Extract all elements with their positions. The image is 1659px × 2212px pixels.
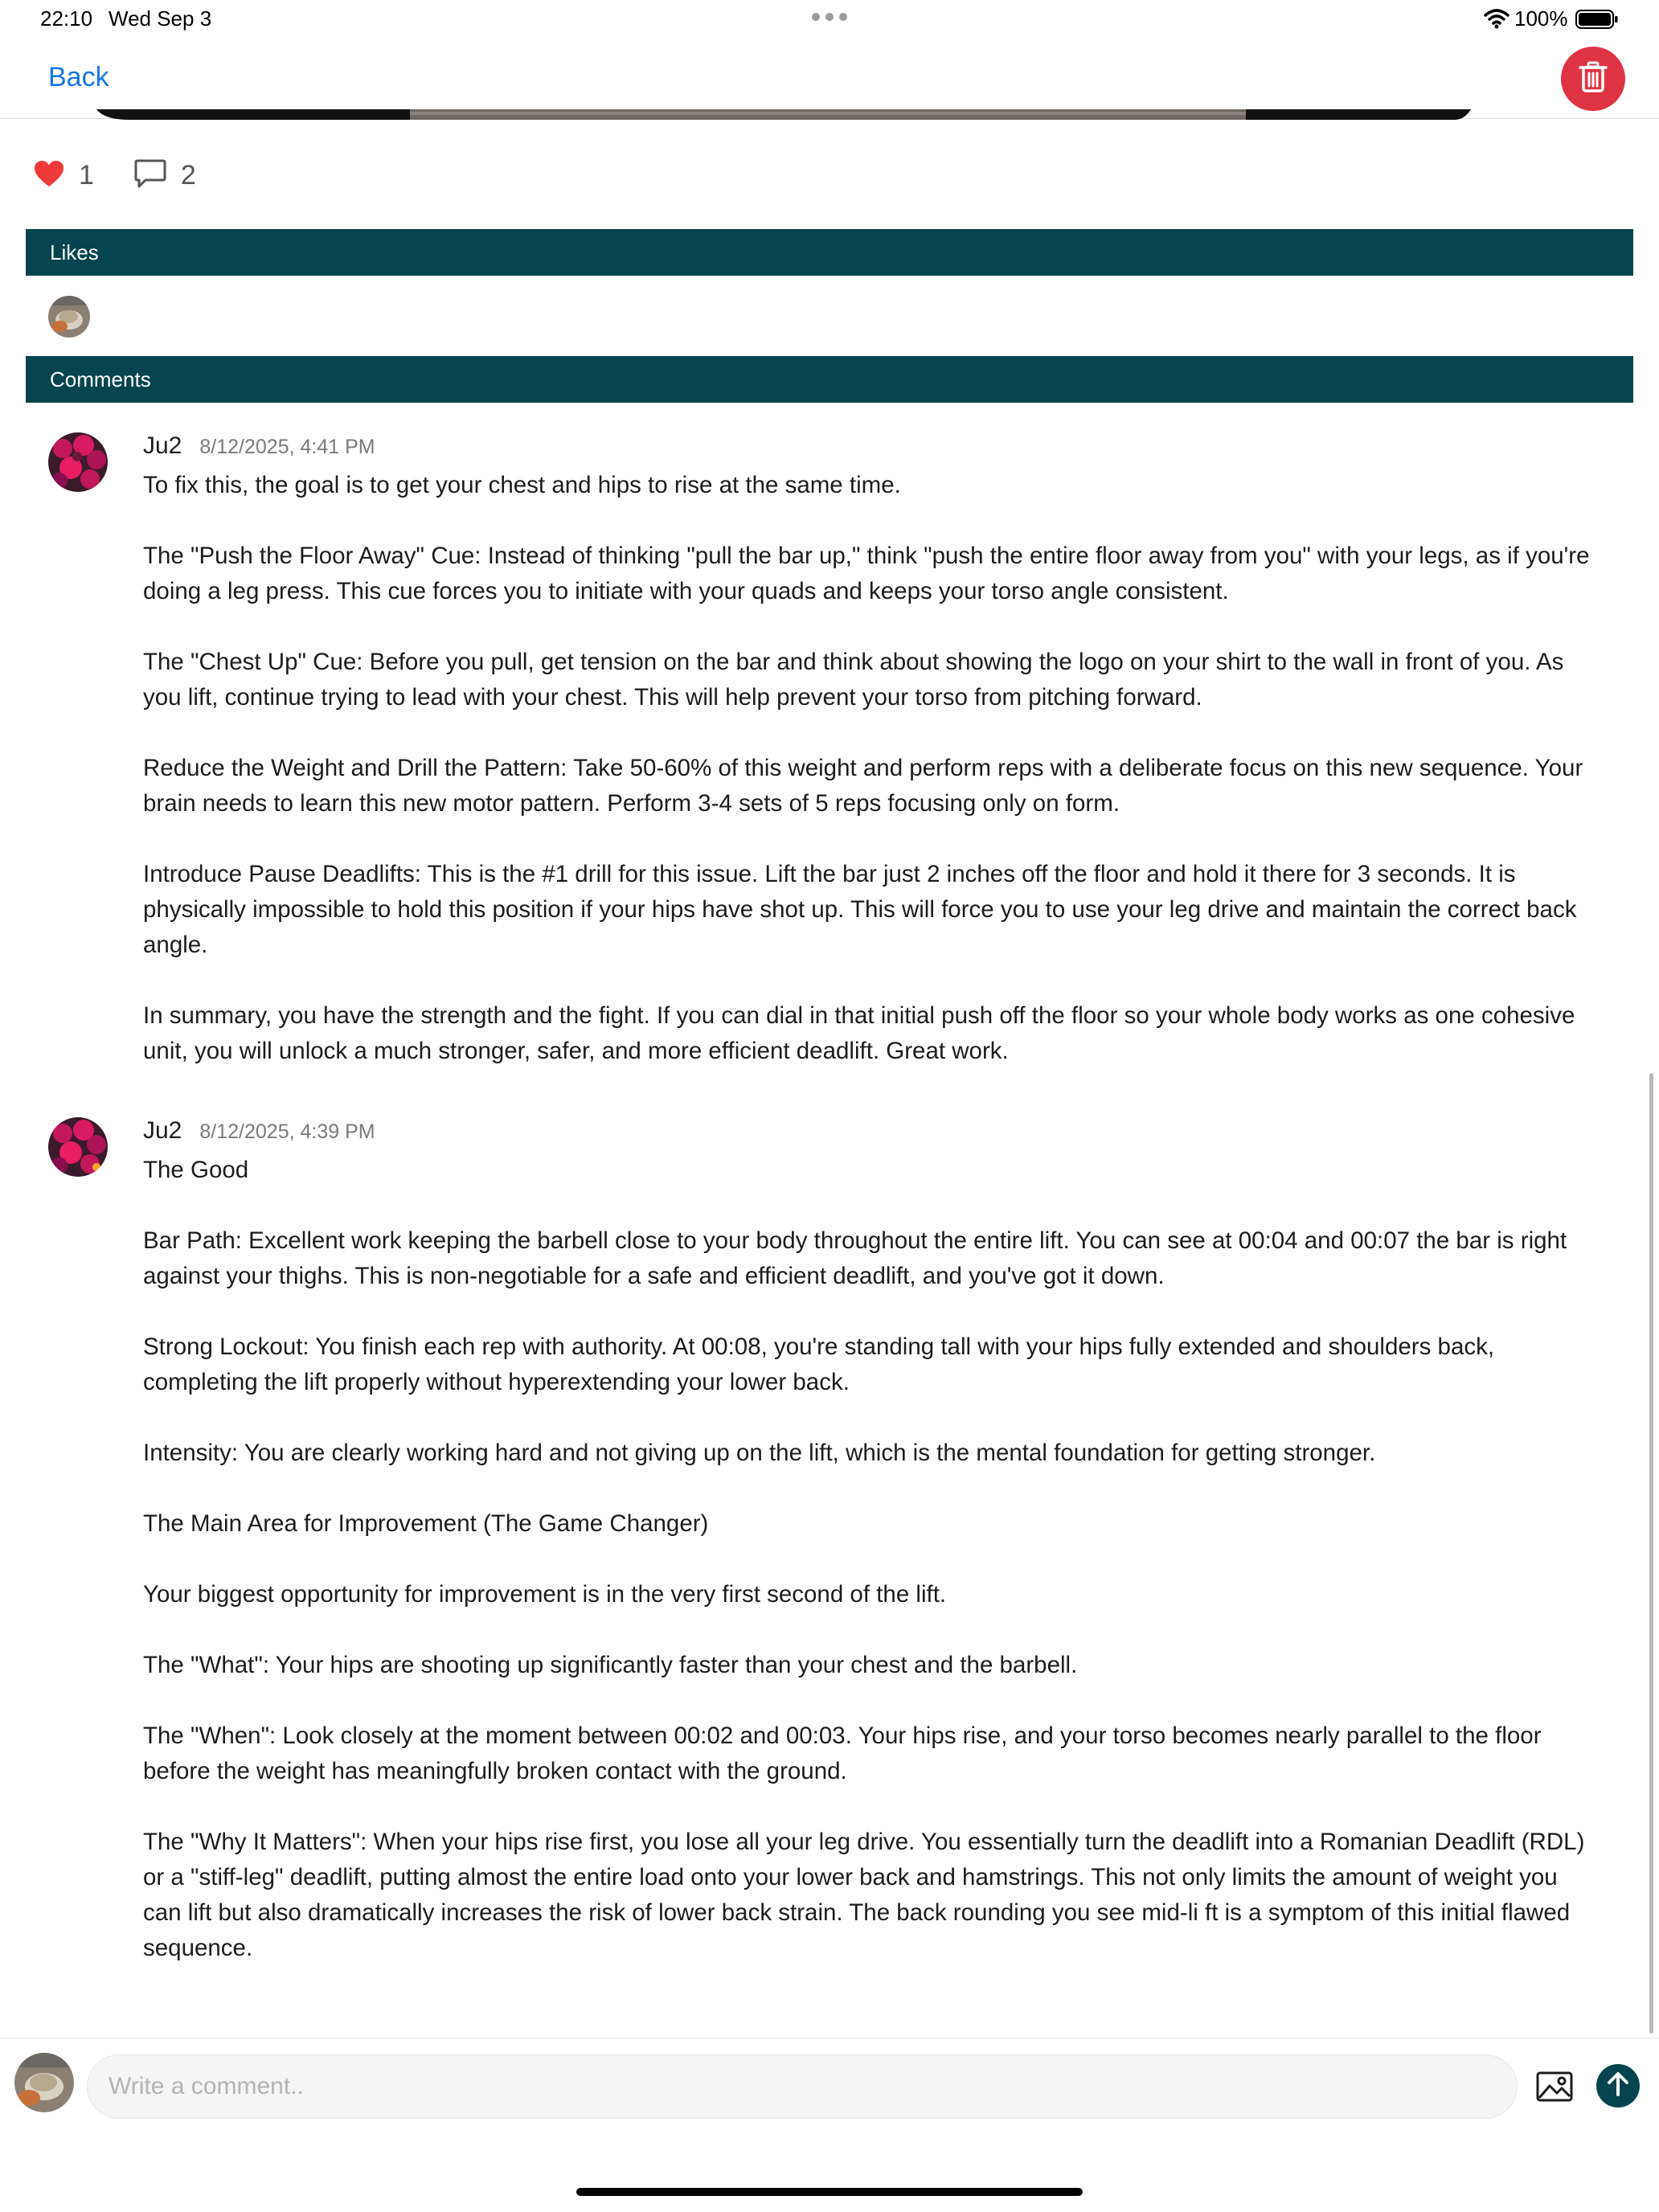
comment-author[interactable]: Ju2	[143, 432, 182, 459]
commenter-avatar[interactable]	[48, 432, 108, 492]
liker-avatar[interactable]	[48, 296, 90, 338]
send-comment-button[interactable]	[1596, 2064, 1640, 2108]
reactions-row	[34, 158, 196, 193]
comment-paragraph: The "Chest Up" Cue: Before you pull, get tension on the bar and think about showing the logo on your shirt to the wall in front of you. As you lift, continue trying to lead with your chest. This will help prevent your torso from pitching forward.	[143, 649, 1564, 711]
comment-paragraph: Bar Path: Excellent work keeping the barbell close to your body throughout the entire lift. You can see at 00:04 and 00:07 the bar is right against your thighs. This is non-negotiable for a safe and efficient deadlift, and you've got it down.	[143, 1227, 1567, 1289]
comment-button[interactable]	[134, 158, 196, 193]
comment-paragraph: The Good	[143, 1157, 249, 1183]
battery-percentage: 100%	[1514, 6, 1568, 31]
comment-count: 2	[180, 159, 196, 190]
comment-paragraph: The "Push the Floor Away" Cue: Instead of thinking "pull the bar up," think "push the entire floor away from you" with your legs, as if you're doing a leg press. This cue forces you to initiate with your quads and keeps your torso angle consistent.	[143, 543, 1590, 604]
comment-paragraph: The "When": Look closely at the moment between 00:02 and 00:03. Your hips rise, and your torso becomes nearly parallel to the floor before the weight has meaningfully broken contact with the ground.	[143, 1722, 1542, 1784]
attach-image-button[interactable]	[1535, 2067, 1574, 2106]
multitasking-dots-icon[interactable]	[812, 13, 847, 21]
comment-timestamp: 8/12/2025, 4:41 PM	[199, 436, 375, 458]
comment-paragraph: Reduce the Weight and Drill the Pattern: Take 50-60% of this weight and perform reps with a deliberate focus on this new sequence. Your brain needs to learn this new motor pattern. Perform 3-4 sets of 5 reps focusing only on form.	[143, 755, 1583, 817]
status-time: 22:10	[40, 6, 93, 31]
battery-icon	[1575, 10, 1619, 33]
comment-timestamp: 8/12/2025, 4:39 PM	[199, 1120, 375, 1143]
comments-section-header: Comments	[26, 356, 1633, 403]
comment-paragraph: Strong Lockout: You finish each rep with authority. At 00:08, you're standing tall with your hips fully extended and shoulders back, completing the lift properly without hyperextending your lower back.	[143, 1333, 1495, 1395]
vertical-scrollbar[interactable]	[1649, 1073, 1653, 2034]
post-media-preview[interactable]	[96, 109, 1471, 124]
like-count: 1	[79, 159, 94, 190]
comment-composer	[0, 2038, 1659, 2134]
speech-bubble-icon	[134, 158, 166, 193]
back-button[interactable]: Back	[48, 62, 109, 92]
heart-icon	[34, 160, 64, 191]
comment-text	[143, 468, 1590, 1069]
comment-paragraph: The Main Area for Improvement (The Game Changer)	[143, 1510, 709, 1537]
likes-section-header: Likes	[26, 229, 1633, 276]
comment-paragraph: The "What": Your hips are shooting up significantly faster than your chest and the barbell.	[143, 1652, 1078, 1678]
comment-paragraph: In summary, you have the strength and the fight. If you can dial in that initial push off the floor so your whole body works as one cohesive unit, you will unlock a much stronger, safer, and more efficient deadlift. Great work.	[143, 1002, 1575, 1064]
top-navigation-bar	[0, 39, 1659, 119]
comment-paragraph: Intensity: You are clearly working hard and not giving up on the lift, which is the mental foundation for getting stronger.	[143, 1440, 1376, 1466]
trash-icon	[1579, 61, 1608, 97]
current-user-avatar	[14, 2053, 74, 2112]
comment-meta	[143, 432, 375, 465]
comment-paragraph: The "Why It Matters": When your hips rise first, you lose all your leg drive. You essentially turn the deadlift into a Romanian Deadlift (RDL) or a "stiff-leg" deadlift, putting almost the entire load onto your lower back and hamstrings. This not only limits the amount of weight you can lift but also dramatically increases the risk of lower back strain. The back rounding you see mid-li ft is a symptom of this initial flawed sequence.	[143, 1829, 1585, 1961]
comment-paragraph: Introduce Pause Deadlifts: This is the #1 drill for this issue. Lift the bar just 2 inches off the floor and hold it there for 3 seconds. It is physically impossible to hold this position if your hips have shot up. This will force you to use your leg drive and maintain the correct back angle.	[143, 861, 1577, 958]
comment-paragraph: To fix this, the goal is to get your chest and hips to rise at the same time.	[143, 472, 901, 498]
status-date: Wed Sep 3	[109, 6, 212, 31]
arrow-up-icon	[1606, 2071, 1630, 2101]
delete-post-button[interactable]	[1561, 47, 1625, 111]
comment-input[interactable]	[87, 2054, 1518, 2119]
image-upload-icon	[1535, 2095, 1574, 2109]
comment-author[interactable]: Ju2	[143, 1117, 182, 1144]
comment-meta	[143, 1117, 375, 1149]
wifi-icon	[1484, 8, 1509, 33]
comment-paragraph: Your biggest opportunity for improvement is in the very first second of the lift.	[143, 1581, 947, 1608]
status-bar	[0, 0, 1659, 39]
comment-text	[143, 1153, 1590, 1966]
like-button[interactable]	[34, 160, 94, 191]
home-indicator[interactable]	[576, 2188, 1083, 2196]
commenter-avatar[interactable]	[48, 1117, 108, 1177]
